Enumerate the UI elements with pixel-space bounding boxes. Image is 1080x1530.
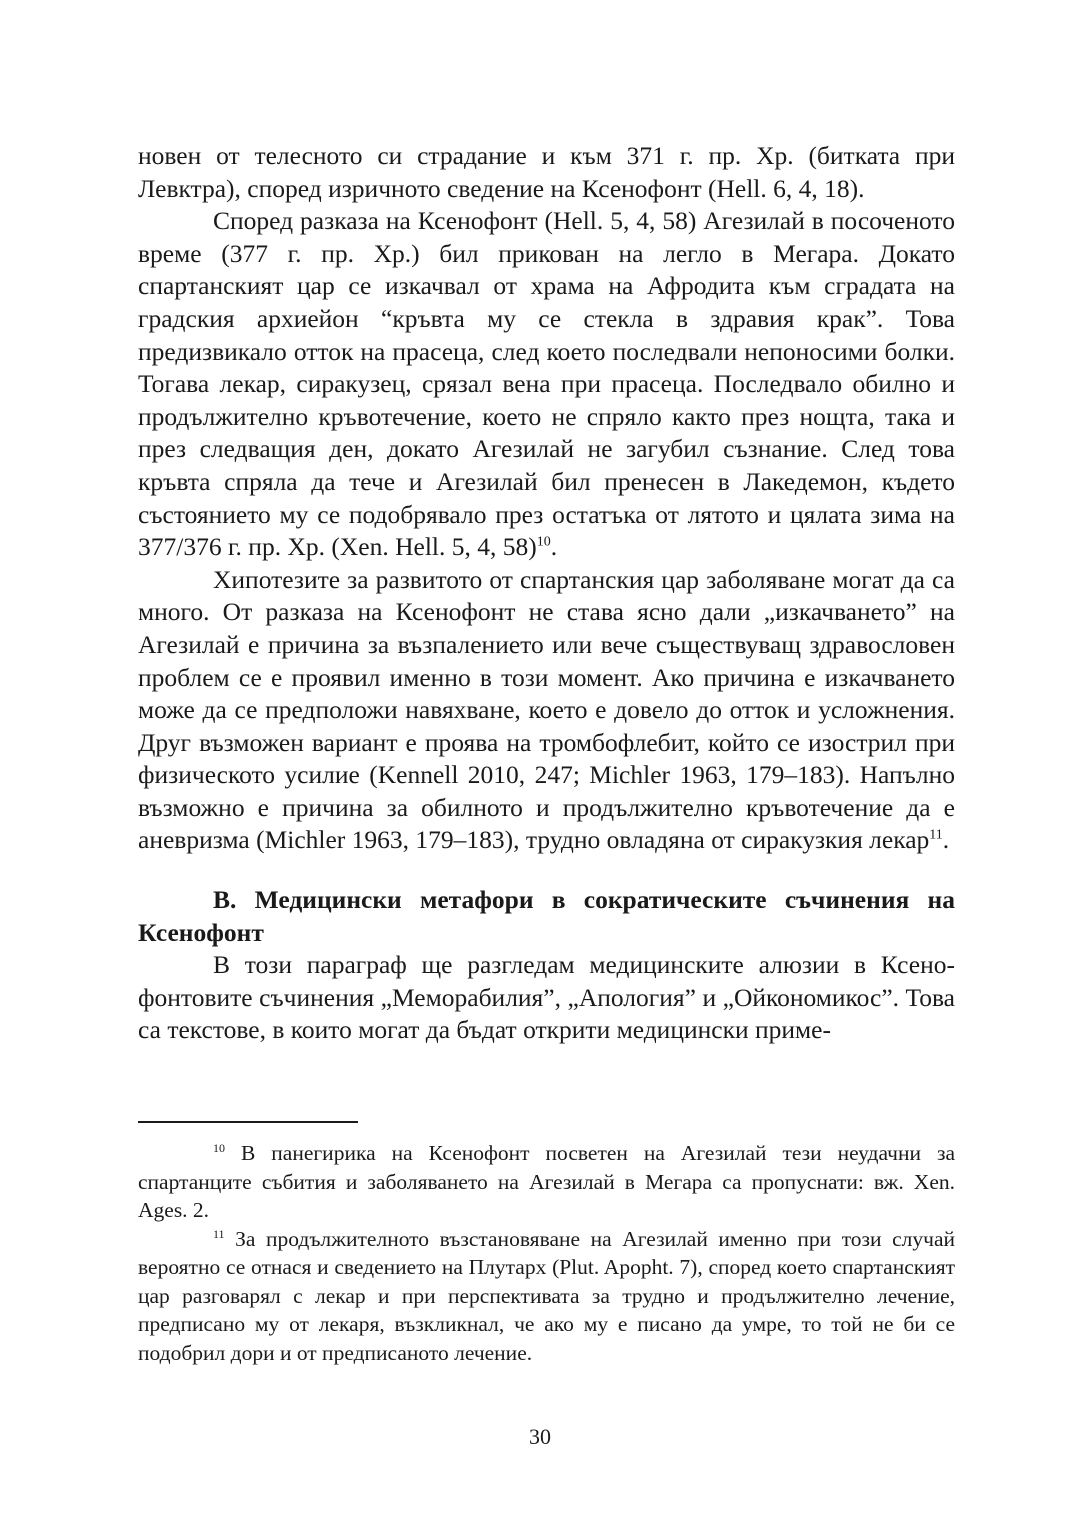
paragraph-2-end: . [550,532,558,562]
paragraph-3-end: . [942,825,950,855]
paragraph-3 [138,564,955,857]
footnotes [138,1139,955,1367]
footnote-ref-10[interactable]: 10 [536,534,551,550]
footnote-text: В панегирика на Ксенофонт посветен на Агезилай тези неудачни за спартанците събития и заболяването на Агезилай в Мегара са пропуснати: вж. Xen. Ages. 2. [138,1141,955,1222]
footnote-number: 10 [213,1140,225,1155]
footnote-number: 11 [213,1226,225,1241]
paragraph-2 [138,205,955,564]
footnote-11 [138,1225,955,1368]
footnote-divider [138,1121,358,1123]
footnote-ref-11[interactable]: 11 [929,827,943,843]
paragraph-2-text: Според разказа на Ксенофонт (Hell. 5, 4, 58) Агезилай в посоченото време (377 г. пр. Хр.) бил прикован на легло в Мегара. Докато спартанският цар се изкачвал от храма на Афродита към сградата на градския архиейон “кръвта му се стекла в здравия крак”. Това предизвикало отток на прасеца, след което последвали непоносими болки. Тогава лекар, сиракузец, срязал вена при прасеца. Последвало обилно и продължително кръвотечение, което не спряло както през нощта, така и през следващия ден, докато Агезилай не загубил съзнание. След това кръвта спряла да тече и Агезилай бил пренесен в Лакедемон, където състоянието му се подобрявало през остатъка от лятото и цялата зима на 377/376 г. пр. Хр. (Xen. Hell. 5, 4, 58) [138,206,955,562]
main-text [138,140,955,1047]
paragraph-4: В този параграф ще разгледам медицинските алюзии в Ксенофонтовите съчинения „Меморабилия”, „Апология” и „Ойкономикос”. Това са текстове, в които могат да бъдат открити медицински приме- [138,950,955,1045]
page-number: 30 [529,1424,551,1449]
paragraph-1: новен от телесното си страдание и към 371 г. пр. Хр. (битката при Левктра), според изричното сведение на Ксенофонт (Hell. 6, 4, 18). [138,141,955,203]
section-heading: В. Медицински метафори в сократическите съчинения на Ксенофонт [138,885,955,947]
paragraph-3-text: Хипотезите за развитото от спартанския цар заболяване могат да са много. От разказа на Ксенофонт не става ясно дали „изкачването” на Агезилай е причина за възпалението или вече съществуващ здравословен проблем се е проявил именно в този момент. Ако причина е изкачването може да се предположи навяхване, което е довело до отток и усложнения. Друг възможен вариант е проява на тромбофлебит, който се изострил при физическото усилие (Kennell 2010, 247; Michler 1963, 179–183). Напълно възможно е причина за обилното и продължително кръвотечение да е аневризма (Michler 1963, 179–183), трудно овладяна от сиракузкия лекар [138,564,955,855]
footnote-10 [138,1139,955,1225]
footnote-text: За продължителното възстановяване на Агезилай именно при този случай вероятно се отнася и сведението на Плутарх (Plut. Apopht. 7), според което спартанският цар разговарял с лекар и при перспективата за трудно и продължително лечение, предписано му от лекаря, възкликнал, че ако му е писано да умре, то той не би се подобрил дори и от предписаното лечение. [138,1226,955,1365]
